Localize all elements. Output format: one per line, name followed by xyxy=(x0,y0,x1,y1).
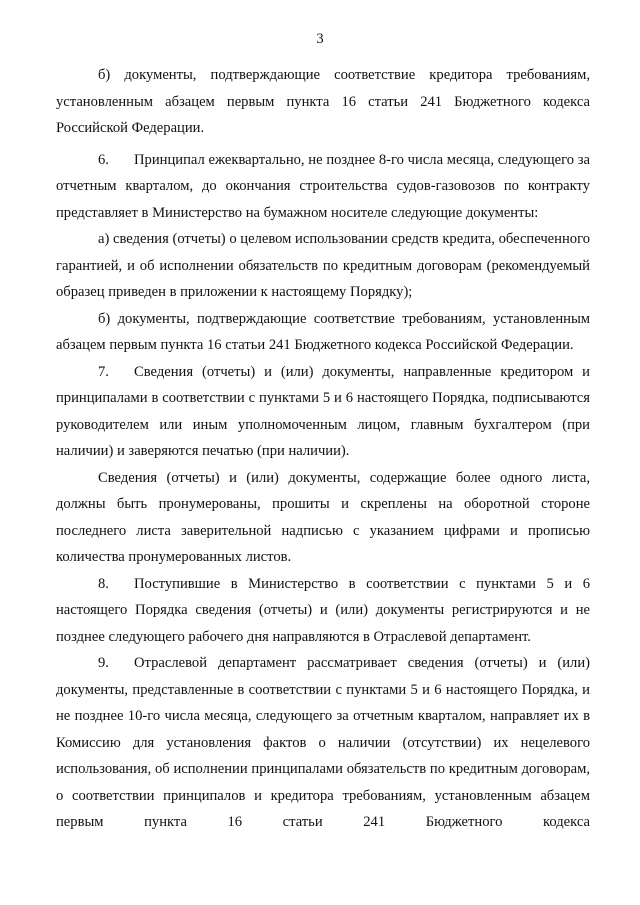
paragraph-7-text: Сведения (отчеты) и (или) документы, направленные кредитором и принципалами в соответствии с пунктами 5 и 6 настоящего Порядка, подписываются руководителем или иным уполномоченным лицом, главным бухгалтером (при наличии) и заверяются печатью (при наличии). xyxy=(56,363,590,459)
paragraph-8-text: Поступившие в Министерство в соответствии с пунктами 5 и 6 настоящего Порядка сведения (отчеты) и (или) документы регистрируются и не позднее следующего рабочего дня направляются в Отраслевой департамент. xyxy=(56,575,590,645)
paragraph-7-number: 7. xyxy=(98,363,109,380)
paragraph-b-principal-documents: б) документы, подтверждающие соответствие требованиям, установленным абзацем первым пункта 16 статьи 241 Бюджетного кодекса Российской Федерации. xyxy=(56,310,590,353)
paragraph-6 xyxy=(56,147,590,227)
paragraph-a-reports: а) сведения (отчеты) о целевом использовании средств кредита, обеспеченного гарантией, и об исполнении обязательств по кредитным договорам (рекомендуемый образец приведен в приложении к настоящему Порядку); xyxy=(56,231,590,300)
paragraph-8-number: 8. xyxy=(98,575,109,592)
paragraph-9 xyxy=(56,650,590,836)
paragraph-7 xyxy=(56,359,590,465)
paragraph-9-text: Отраслевой департамент рассматривает сведения (отчеты) и (или) документы, представленные в соответствии с пунктами 5 и 6 настоящего Порядка, и не позднее 10-го числа месяца, следующего за отчетным кварталом, направляет их в Комиссию для установления фактов о наличии (отсутствии) их нецелевого использования, об исполнении принципалами обязательств по кредитным договорам, о соответствии принципалов и кредитора требованиям, установленным абзацем первым пункта 16 статьи 241 Бюджетного кодекса xyxy=(56,655,590,830)
paragraph-7-continuation: Сведения (отчеты) и (или) документы, содержащие более одного листа, должны быть пронумерованы, прошиты и скреплены на оборотной стороне последнего листа заверительной надписью с указанием цифрами и прописью количества пронумерованных листов. xyxy=(56,469,590,565)
paragraph-9-number: 9. xyxy=(98,655,109,671)
paragraph-8 xyxy=(56,571,590,651)
paragraph-6-text: Принципал ежеквартально, не позднее 8-го числа месяца, следующего за отчетным кварталом, до окончания строительства судов-газовозов по контракту представляет в Министерство на бумажном носителе следующие документы: xyxy=(56,151,590,221)
document-body xyxy=(56,62,590,836)
page-number: 3 xyxy=(316,31,324,47)
paragraph-6-number: 6. xyxy=(98,151,109,168)
paragraph-b-creditor-documents: б) документы, подтверждающие соответствие кредитора требованиям, установленным абзацем первым пункта 16 статьи 241 Бюджетного кодекса Российской Федерации. xyxy=(56,67,590,136)
